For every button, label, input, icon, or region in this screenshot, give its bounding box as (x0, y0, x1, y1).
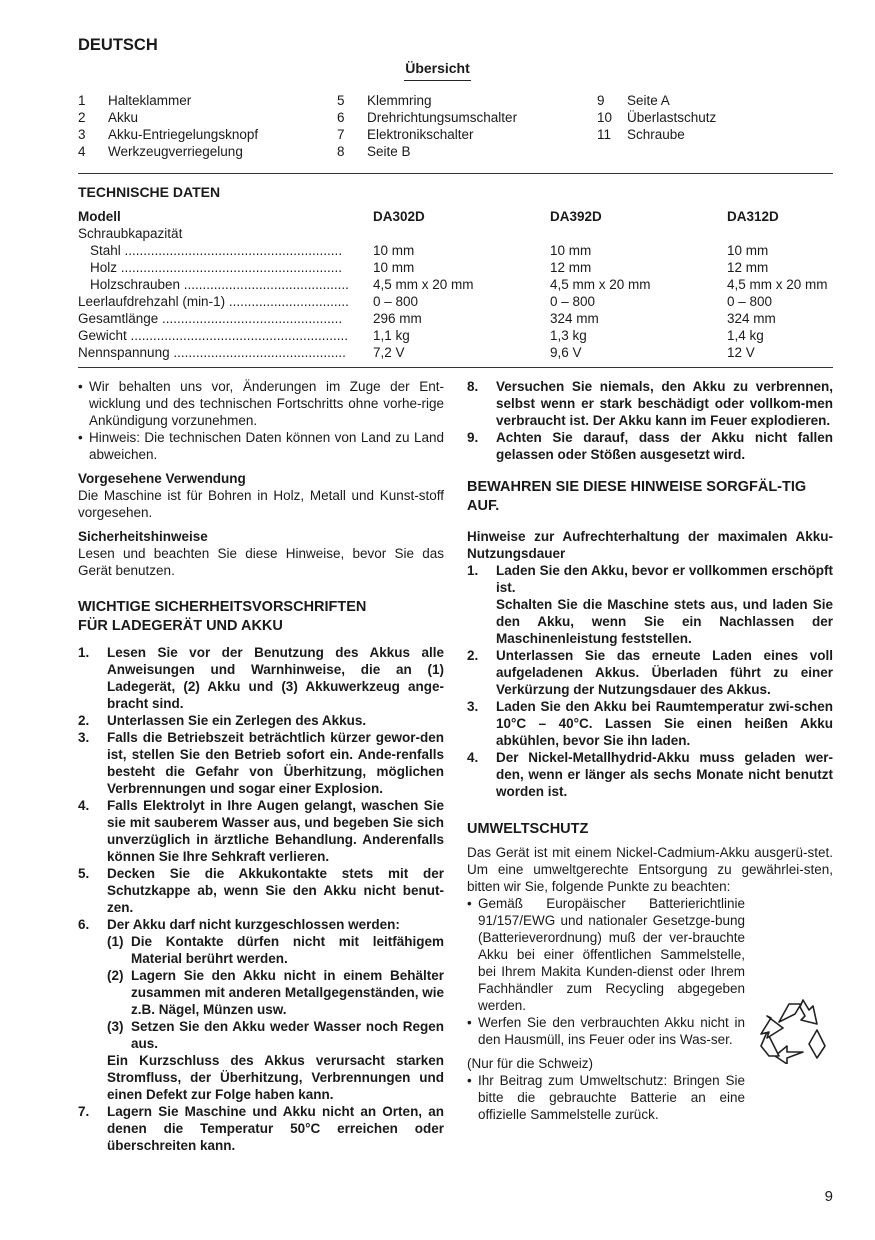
overview-item: 9 Seite A (597, 93, 670, 108)
table-row: Nennspannung .............................................. 7,2 V 9,6 V 12 V (78, 345, 755, 360)
env-bullet: • Ihr Beitrag zum Umweltschutz: Bringen Sie bitte die gebrauchte Batterie an eine offizielle Sammelstelle zurück. (467, 1073, 745, 1122)
page-number: 9 (824, 1188, 833, 1205)
environment-text: Das Gerät ist mit einem Nickel-Cadmium-Akku ausgerü-stet. Um eine umweltgerechte Entsorgung zu gewährlei-sten, bitten wir Sie, folgende Punkte zu beachten: (467, 845, 833, 894)
safety-title: Sicherheitshinweise (78, 529, 208, 544)
overview-item: 2 Akku (78, 110, 139, 125)
list-item: 8. Versuchen Sie niemals, den Akku zu verbrennen, selbst wenn er stark beschädigt oder vollkom-men verbraucht ist. Der Akku kann im Feuer explodieren. (467, 379, 833, 428)
overview-item: 11 Schraube (597, 127, 685, 142)
charger-safety-heading: WICHTIGE SICHERHEITSVORSCHRIFTEN FÜR LADEGERÄT UND AKKU (78, 599, 367, 634)
list-item: 5. Decken Sie die Akkukontakte stets mit der Schutzkappe ab, wenn Sie den Akku nicht benut-zen. (78, 866, 444, 915)
note-bullet: • Wir behalten uns vor, Änderungen im Zuge der Ent-wicklung und des technischen Fortschritts ohne vorhe-rige Ankündigung vorzunehmen. (78, 379, 444, 428)
list-item: 9. Achten Sie darauf, dass der Akku nicht fallen gelassen oder Stößen ausgesetzt wird. (467, 430, 833, 462)
recycling-icon (757, 992, 831, 1064)
short-circuit-note: Ein Kurzschluss des Akkus verursacht starken Stromfluss, der Überhitzung, Verbrennungen und einen Defekt zur Folge haben kann. (107, 1053, 444, 1102)
overview-column-2 (337, 92, 517, 160)
environment-heading: UMWELTSCHUTZ (467, 821, 589, 837)
overview-item: 4 Werkzeugverriegelung (78, 144, 243, 159)
list-item: 4. Der Nickel-Metallhydrid-Akku muss geladen wer-den, wenn er länger als sechs Monate nicht benutzt worden ist. (467, 750, 833, 799)
overview-item: 3 Akku-Entriegelungsknopf (78, 127, 259, 142)
safety-text: Lesen und beachten Sie diese Hinweise, bevor Sie das Gerät benutzen. (78, 546, 444, 578)
list-item: 7. Lagern Sie Maschine und Akku nicht an Orten, an denen die Temperatur 50°C erreichen oder überschreiten kann. (78, 1104, 444, 1153)
list-item: 2. Unterlassen Sie das erneute Laden eines voll aufgeladenen Akkus. Überladen führt zu einer Verkürzung der Nutzungsdauer des Akkus. (467, 648, 833, 697)
intended-use-title: Vorgesehene Verwendung (78, 471, 246, 486)
tech-data-title: TECHNISCHE DATEN (78, 184, 221, 200)
overview-column-1 (78, 92, 258, 160)
keep-instructions-heading: BEWAHREN SIE DIESE HINWEISE SORGFÄL-TIG AUF. (467, 479, 807, 514)
table-row: Schraubkapazität (78, 226, 183, 241)
left-column (78, 378, 444, 1154)
overview-title: Übersicht (0, 60, 875, 76)
list-item: 6. Der Akku darf nicht kurzgeschlossen werden: (78, 917, 400, 932)
battery-tips-title: Hinweise zur Aufrechterhaltung der maximalen Akku-Nutzungsdauer (467, 529, 833, 561)
sub-list-item: (2) Lagern Sie den Akku nicht in einem Behälter zusammen mit anderen Metallgegenständen, wie z.B. Nägel, Münzen usw. (107, 968, 444, 1017)
table-row: Gewicht .......................................................... 1,1 kg 1,3 kg 1,4 kg (78, 328, 764, 343)
overview-item: 5 Klemmring (337, 93, 432, 108)
sub-list-item: (3) Setzen Sie den Akku weder Wasser noch Regen aus. (107, 1019, 444, 1051)
table-row: Holz ........................................................... 10 mm 12 mm 12 mm (90, 260, 769, 275)
overview-item: 10 Überlastschutz (597, 110, 717, 125)
table-row: Leerlaufdrehzahl (min-1) ................................ 0 – 800 0 – 800 0 – 800 (78, 294, 773, 309)
list-item: 2. Unterlassen Sie ein Zerlegen des Akkus. (78, 713, 367, 728)
note-bullet: • Hinweis: Die technischen Daten können von Land zu Land abweichen. (78, 430, 444, 462)
overview-item: 6 Drehrichtungsumschalter (337, 110, 518, 125)
divider (78, 367, 833, 368)
overview-item: 1 Halteklammer (78, 93, 192, 108)
tech-data-table (78, 208, 838, 361)
table-row: Holzschrauben ............................................ 4,5 mm x 20 mm 4,5 mm x 20 mm 4,5 mm x 20 mm (90, 277, 828, 292)
list-item: 1. Lesen Sie vor der Benutzung des Akkus alle Anweisungen und Warnhinweise, die an (1) Ladegerät, (2) Akku und (3) Akkuwerkzeug ange-bracht sind. (78, 645, 444, 711)
table-row: Gesamtlänge ................................................ 296 mm 324 mm 324 mm (78, 311, 776, 326)
table-header-row: Modell DA302D DA392D DA312D (78, 209, 779, 224)
table-row: Stahl .......................................................... 10 mm 10 mm 10 mm (90, 243, 769, 258)
list-item: 3. Falls die Betriebszeit beträchtlich kürzer gewor-den ist, stellen Sie den Betrieb sofort ein. Ande-renfalls besteht die Gefahr von Überhitzung, möglichen Verbrennungen und sogar einer Explosion. (78, 730, 444, 796)
language-heading: DEUTSCH (78, 36, 158, 54)
intended-use-text: Die Maschine ist für Bohren in Holz, Metall und Kunst-stoff vorgesehen. (78, 488, 444, 520)
divider (78, 173, 833, 174)
list-item: 4. Falls Elektrolyt in Ihre Augen gelangt, waschen Sie sie mit sauberem Wasser aus, und begeben Sie sich unverzüglich in ärztliche Behandlung. Anderenfalls können Sie Ihre Sehkraft verlieren. (78, 798, 444, 864)
env-bullet: • Werfen Sie den verbrauchten Akku nicht in den Hausmüll, ins Feuer oder ins Was-ser. (467, 1015, 745, 1047)
list-item: 1. Laden Sie den Akku, bevor er vollkommen erschöpft ist. Schalten Sie die Maschine stets aus, und laden Sie den Akku, wenn Sie ein Nachlassen der Maschinenleistung feststellen. (467, 563, 833, 646)
overview-column-3 (597, 92, 716, 143)
sub-list-item: (1) Die Kontakte dürfen nicht mit leitfähigem Material berührt werden. (107, 934, 444, 966)
swiss-note: (Nur für die Schweiz) (467, 1056, 594, 1071)
env-bullet: • Gemäß Europäischer Batterierichtlinie 91/157/EWG und nationaler Gesetzge-bung (Batterieverordnung) muß der ver-brauchte Akku bei einer öffentlichen Sammelstelle, bei Ihrem Makita Kunden-dienst oder Ihrem Fachhändler zum Recycling abgegeben werden. (467, 896, 745, 1013)
overview-item: 8 Seite B (337, 144, 411, 159)
overview-item: 7 Elektronikschalter (337, 127, 474, 142)
list-item: 3. Laden Sie den Akku bei Raumtemperatur zwi-schen 10°C – 40°C. Lassen Sie einen heißen Akku abkühlen, bevor Sie ihn laden. (467, 699, 833, 748)
